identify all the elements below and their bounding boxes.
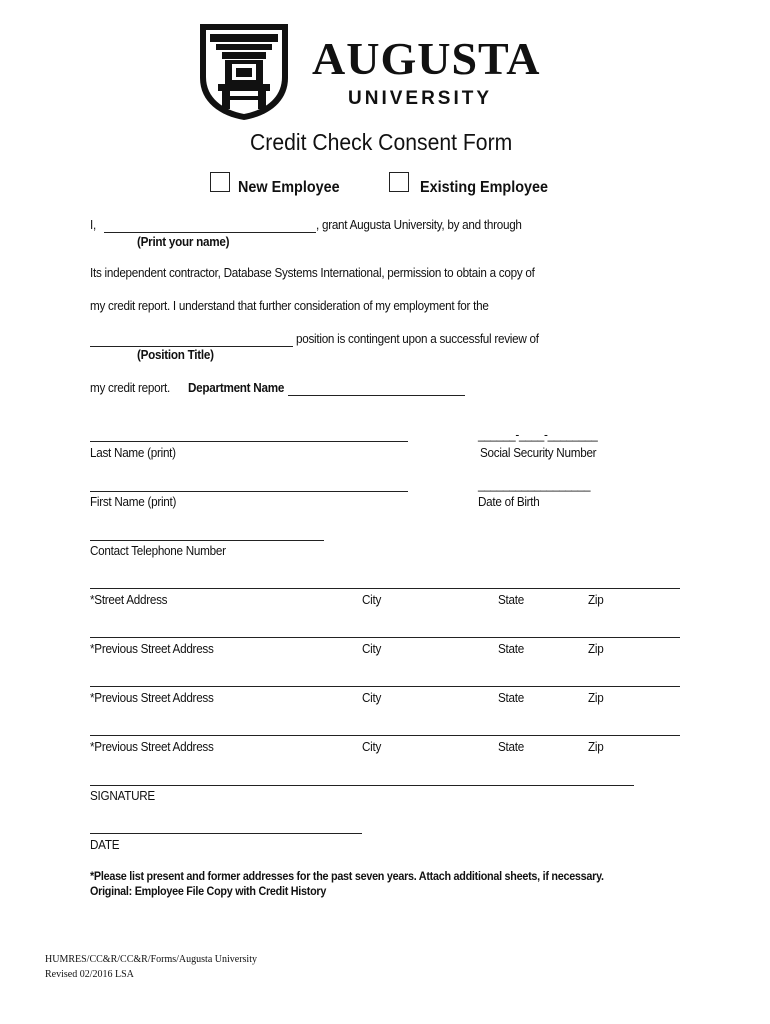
new-employee-checkbox[interactable]	[210, 172, 230, 192]
new-employee-label: New Employee	[238, 179, 340, 196]
first-name-field[interactable]	[90, 491, 408, 492]
dob-label: Date of Birth	[478, 494, 540, 509]
distribution-note: Original: Employee File Copy with Credit History	[90, 884, 327, 898]
city-label: City	[362, 739, 382, 754]
address-note: *Please list present and former addresses for the past seven years. Attach additional sheets, if necessary.	[90, 869, 604, 883]
zip-label: Zip	[588, 690, 604, 705]
phone-field[interactable]	[90, 540, 324, 541]
position-title-label: (Position Title)	[137, 347, 214, 362]
consent-line1-suffix: , grant Augusta University, by and through	[316, 217, 522, 232]
print-name-field[interactable]	[104, 232, 316, 233]
last-name-label: Last Name (print)	[90, 445, 176, 460]
address-line-3[interactable]	[90, 735, 680, 736]
address-label: *Previous Street Address	[90, 739, 214, 754]
consent-i: I,	[90, 217, 96, 232]
existing-employee-label: Existing Employee	[420, 179, 549, 196]
dob-field[interactable]: __________________	[478, 477, 591, 492]
footer-revision: Revised 02/2016 LSA	[45, 969, 134, 980]
city-label: City	[362, 641, 382, 656]
signature-field[interactable]	[90, 785, 634, 786]
form-title: Credit Check Consent Form	[250, 129, 513, 155]
zip-label: Zip	[588, 592, 604, 607]
date-field[interactable]	[90, 833, 362, 834]
print-name-label: (Print your name)	[137, 234, 230, 249]
date-label: DATE	[90, 837, 120, 852]
city-label: City	[362, 592, 382, 607]
logo-wordmark: AUGUSTA	[312, 33, 541, 84]
address-line-0[interactable]	[90, 588, 680, 589]
state-label: State	[498, 690, 524, 705]
department-name-field[interactable]	[288, 395, 465, 396]
consent-line5: my credit report.	[90, 380, 170, 395]
state-label: State	[498, 739, 524, 754]
state-label: State	[498, 592, 524, 607]
existing-employee-checkbox[interactable]	[389, 172, 409, 192]
ssn-label: Social Security Number	[480, 445, 597, 460]
address-label: *Street Address	[90, 592, 168, 607]
signature-label: SIGNATURE	[90, 788, 155, 803]
consent-line4-suffix: position is contingent upon a successful review of	[296, 331, 539, 346]
address-label: *Previous Street Address	[90, 690, 214, 705]
address-line-2[interactable]	[90, 686, 680, 687]
ssn-field[interactable]: ______-____-________	[478, 427, 598, 442]
shield-emblem-icon	[198, 22, 290, 122]
department-name-label: Department Name	[188, 380, 285, 395]
footer-path: HUMRES/CC&R/CC&R/Forms/Augusta University	[45, 954, 257, 965]
address-line-1[interactable]	[90, 637, 680, 638]
consent-line3: my credit report. I understand that further consideration of my employment for the	[90, 298, 489, 313]
logo-subtitle: UNIVERSITY	[348, 88, 493, 109]
state-label: State	[498, 641, 524, 656]
city-label: City	[362, 690, 382, 705]
consent-line2: Its independent contractor, Database Systems International, permission to obtain a copy of	[90, 265, 535, 280]
last-name-field[interactable]	[90, 441, 408, 442]
zip-label: Zip	[588, 641, 604, 656]
zip-label: Zip	[588, 739, 604, 754]
phone-label: Contact Telephone Number	[90, 543, 226, 558]
first-name-label: First Name (print)	[90, 494, 177, 509]
address-label: *Previous Street Address	[90, 641, 214, 656]
